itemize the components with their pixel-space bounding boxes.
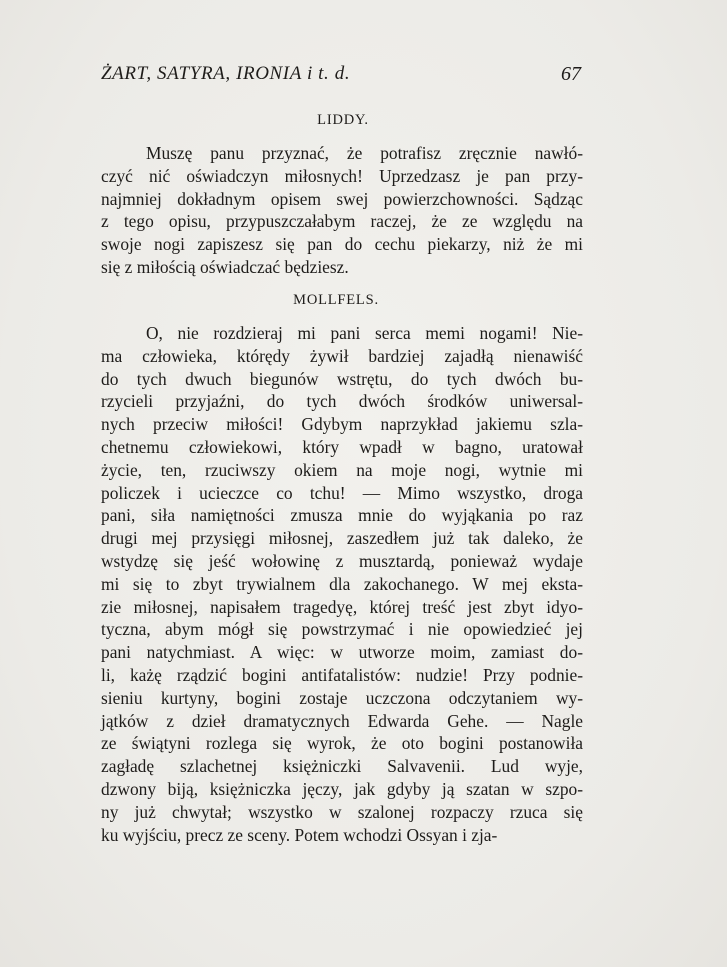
text-line: zie miłosnej, napisałem tragedyę, której treść jest zbyt idyo-	[101, 596, 583, 617]
text-line: ma człowieka, którędy żywił bardziej zajadłą nienawiść	[101, 345, 583, 366]
text-line: jątków z dzieł dramatycznych Edwarda Gehe. — Nagle	[101, 710, 583, 731]
text-line: O, nie rozdzieraj mi pani serca memi nogami! Nie-	[146, 323, 583, 343]
text-line: chetnemu człowiekowi, który wpadł w bagno, uratował	[101, 436, 583, 457]
text-line: ku wyjściu, precz ze sceny. Potem wchodzi Ossyan i zja-	[101, 824, 498, 845]
text-line: życie, ten, rzuciwszy okiem na moje nogi, wytnie mi	[101, 459, 583, 480]
dialogue-paragraph-liddy	[101, 142, 583, 279]
text-line: najmniej dokładnym opisem swej powierzchowności. Sądząc	[101, 188, 583, 209]
text-line: rzycieli przyjaźni, do tych dwóch środków uniwersal-	[101, 391, 583, 412]
text-line: swoje nogi zapiszesz się pan do cechu piekarzy, niż że mi	[101, 234, 583, 255]
text-line: się z miłością oświadczać będziesz.	[101, 256, 349, 277]
page-number: 67	[561, 63, 581, 85]
text-line: ny już chwytał; wszystko w szalonej rozpaczy rzuca się	[101, 801, 583, 822]
text-line: nych przeciw miłości! Gdybym naprzykład jakiemu szla-	[101, 414, 583, 435]
dialogue-paragraph-mollfels	[101, 322, 583, 846]
text-line: li, każę rządzić bogini antifatalistów: nudzie! Przy podnie-	[101, 664, 583, 685]
text-line: ze świątyni rozlega się wyrok, że oto bogini postanowiła	[101, 733, 583, 754]
speaker-name-mollfels: MOLLFELS.	[293, 292, 379, 308]
text-line: mi się to zbyt trywialnem dla zakochanego. W mej ekstа-	[101, 573, 583, 594]
text-line: do tych dwuch biegunów wstrętu, do tych dwóch bu-	[101, 368, 583, 389]
text-line: drugi mej przysięgi miłosnej, zaszedłem już tak daleko, że	[101, 528, 583, 549]
text-line: z tego opisu, przypuszczałabym raczej, że ze względu na	[101, 211, 583, 232]
text-line: tyczna, abym mógł się powstrzymać i nie opowiedzieć jej	[101, 619, 583, 640]
running-title: ŻART, SATYRA, IRONIA i t. d.	[101, 63, 351, 84]
text-line: sieniu kurtyny, bogini zostaje uczczona odczytaniem wy-	[101, 687, 583, 708]
text-line: zagładę szlachetnej księżniczki Salvavenii. Lud wyje,	[101, 756, 583, 777]
text-line: pani natychmiast. A więc: w utworze moim, zamiast do-	[101, 642, 583, 663]
text-line: wstydzę się jeść wołowinę z musztardą, ponieważ wydaje	[101, 550, 583, 571]
text-line: Muszę panu przyznać, że potrafisz zręcznie nawłó-	[146, 143, 583, 163]
text-line: policzek i ucieczce co tchu! — Mimo wszystko, droga	[101, 482, 583, 503]
text-line: dzwony biją, księżniczka jęczy, jak gdyby ją szatan w szpo-	[101, 778, 583, 799]
text-line: czyć nić oświadczyn miłosnych! Uprzedzasz je pan przy-	[101, 165, 583, 186]
page-header	[101, 63, 581, 89]
text-line: pani, siła namiętności zmusza mnie do wyjąkania po raz	[101, 505, 583, 526]
speaker-name-liddy: LIDDY.	[317, 112, 369, 128]
